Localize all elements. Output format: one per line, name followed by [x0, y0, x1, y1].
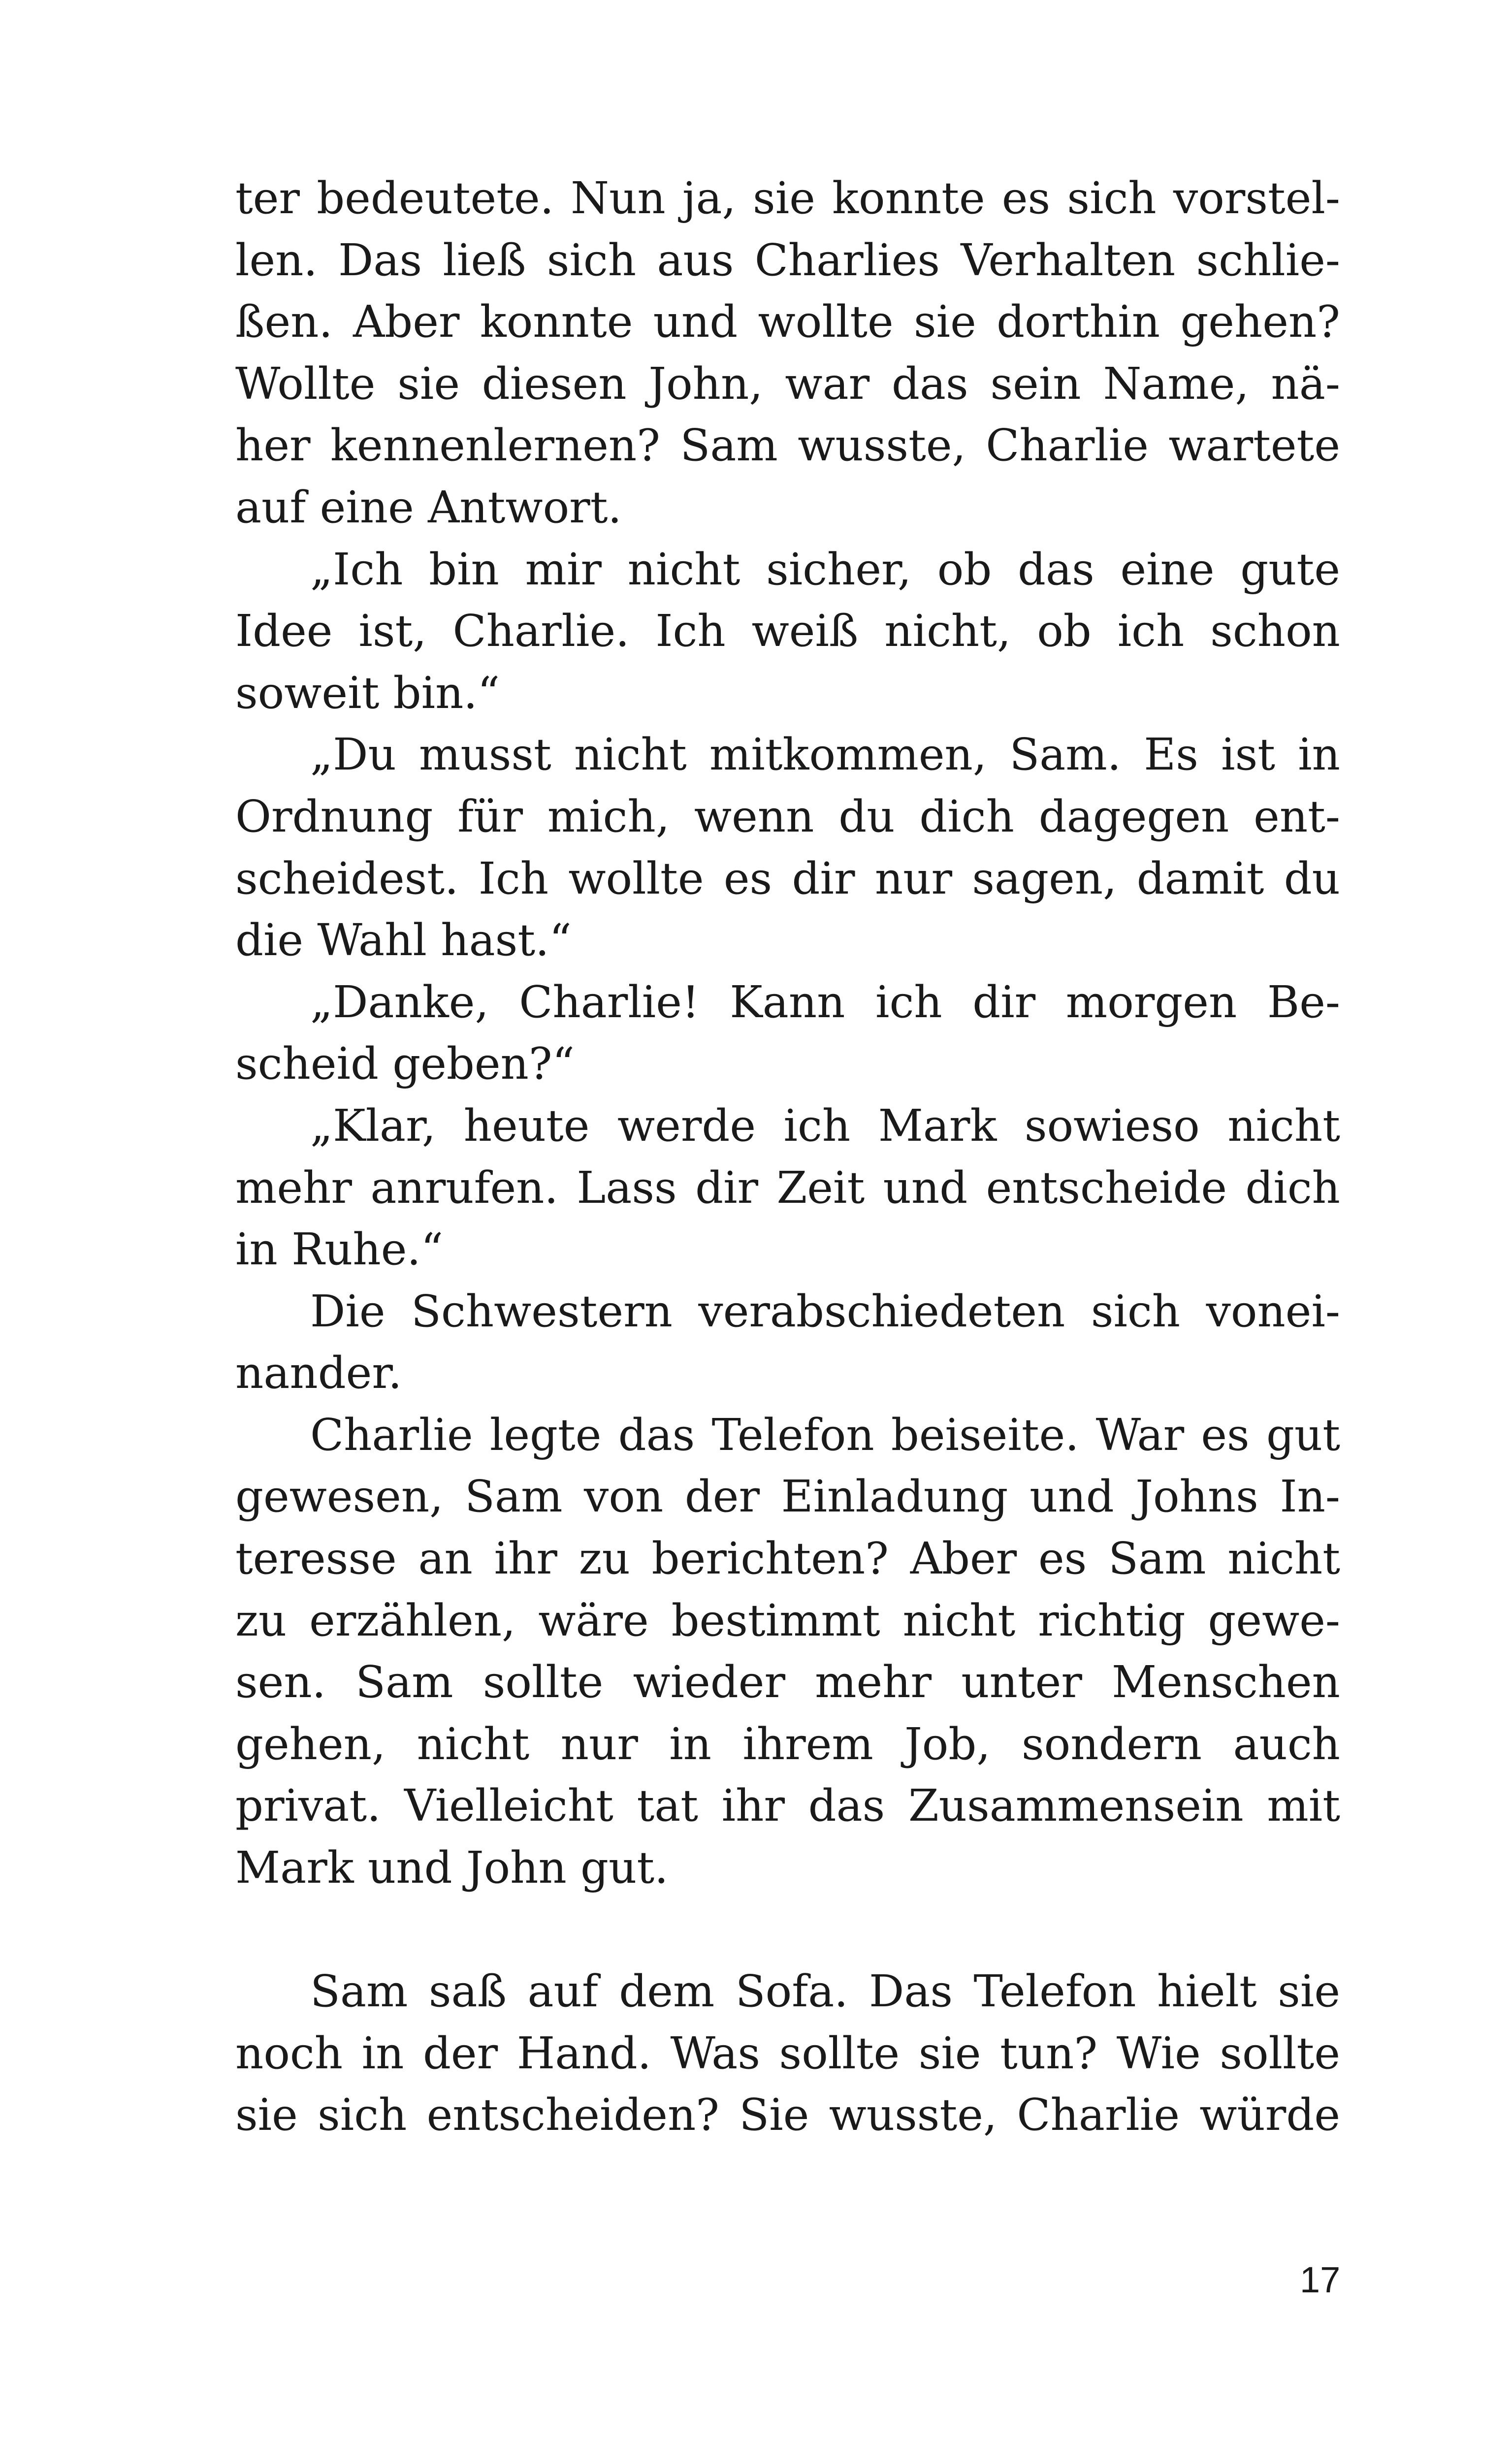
text-line: in Ruhe.“ — [235, 1223, 444, 1275]
text-line: sie sich entscheiden? Sie wusste, Charlie würde — [235, 2089, 1340, 2141]
body-text — [235, 167, 1340, 2146]
text-line: soweit bin.“ — [235, 667, 500, 718]
page-number: 17 — [1300, 2259, 1341, 2300]
text-line: privat. Vielleicht tat ihr das Zusammensein mit — [235, 1780, 1340, 1832]
text-line: scheidest. Ich wollte es dir nur sagen, damit du — [235, 852, 1340, 904]
text-line: ter bedeutete. Nun ja, sie konnte es sich vorstel- — [235, 172, 1340, 224]
section-break — [235, 1899, 1340, 1961]
text-line: die Wahl hast.“ — [235, 914, 572, 966]
text-line: „Danke, Charlie! Kann ich dir morgen Be- — [310, 976, 1340, 1028]
text-line: nander. — [235, 1347, 402, 1399]
text-line: len. Das ließ sich aus Charlies Verhalten schlie- — [235, 234, 1340, 286]
text-line: zu erzählen, wäre bestimmt nicht richtig gewe- — [235, 1594, 1340, 1646]
text-line: Sam saß auf dem Sofa. Das Telefon hielt sie — [310, 1965, 1340, 2017]
text-line: noch in der Hand. Was sollte sie tun? Wie sollte — [235, 2027, 1340, 2079]
text-line: „Klar, heute werde ich Mark sowieso nicht — [310, 1099, 1340, 1151]
text-line: teresse an ihr zu berichten? Aber es Sam nicht — [235, 1533, 1340, 1584]
text-line: scheid geben?“ — [235, 1038, 575, 1090]
text-line: Charlie legte das Telefon beiseite. War es gut — [310, 1409, 1340, 1460]
text-line: sen. Sam sollte wieder mehr unter Menschen — [235, 1656, 1340, 1708]
text-line: Mark und John gut. — [235, 1842, 669, 1894]
text-line: ßen. Aber konnte und wollte sie dorthin gehen? — [235, 296, 1340, 348]
text-line: her kennenlernen? Sam wusste, Charlie wartete — [235, 419, 1340, 471]
text-line: Wollte sie diesen John, war das sein Name, nä- — [235, 357, 1340, 409]
text-line: „Du musst nicht mitkommen, Sam. Es ist in — [310, 729, 1340, 780]
text-line: Idee ist, Charlie. Ich weiß nicht, ob ich schon — [235, 605, 1340, 657]
text-line: mehr anrufen. Lass dir Zeit und entscheide dich — [235, 1161, 1340, 1213]
text-line: Ordnung für mich, wenn du dich dagegen ent- — [235, 790, 1340, 842]
text-line: gehen, nicht nur in ihrem Job, sondern auch — [235, 1718, 1340, 1769]
text-line: gewesen, Sam von der Einladung und Johns In- — [235, 1471, 1340, 1522]
text-line: „Ich bin mir nicht sicher, ob das eine gute — [310, 543, 1340, 595]
text-line: auf eine Antwort. — [235, 481, 622, 533]
text-line: Die Schwestern verabschiedeten sich vonei- — [310, 1285, 1340, 1337]
